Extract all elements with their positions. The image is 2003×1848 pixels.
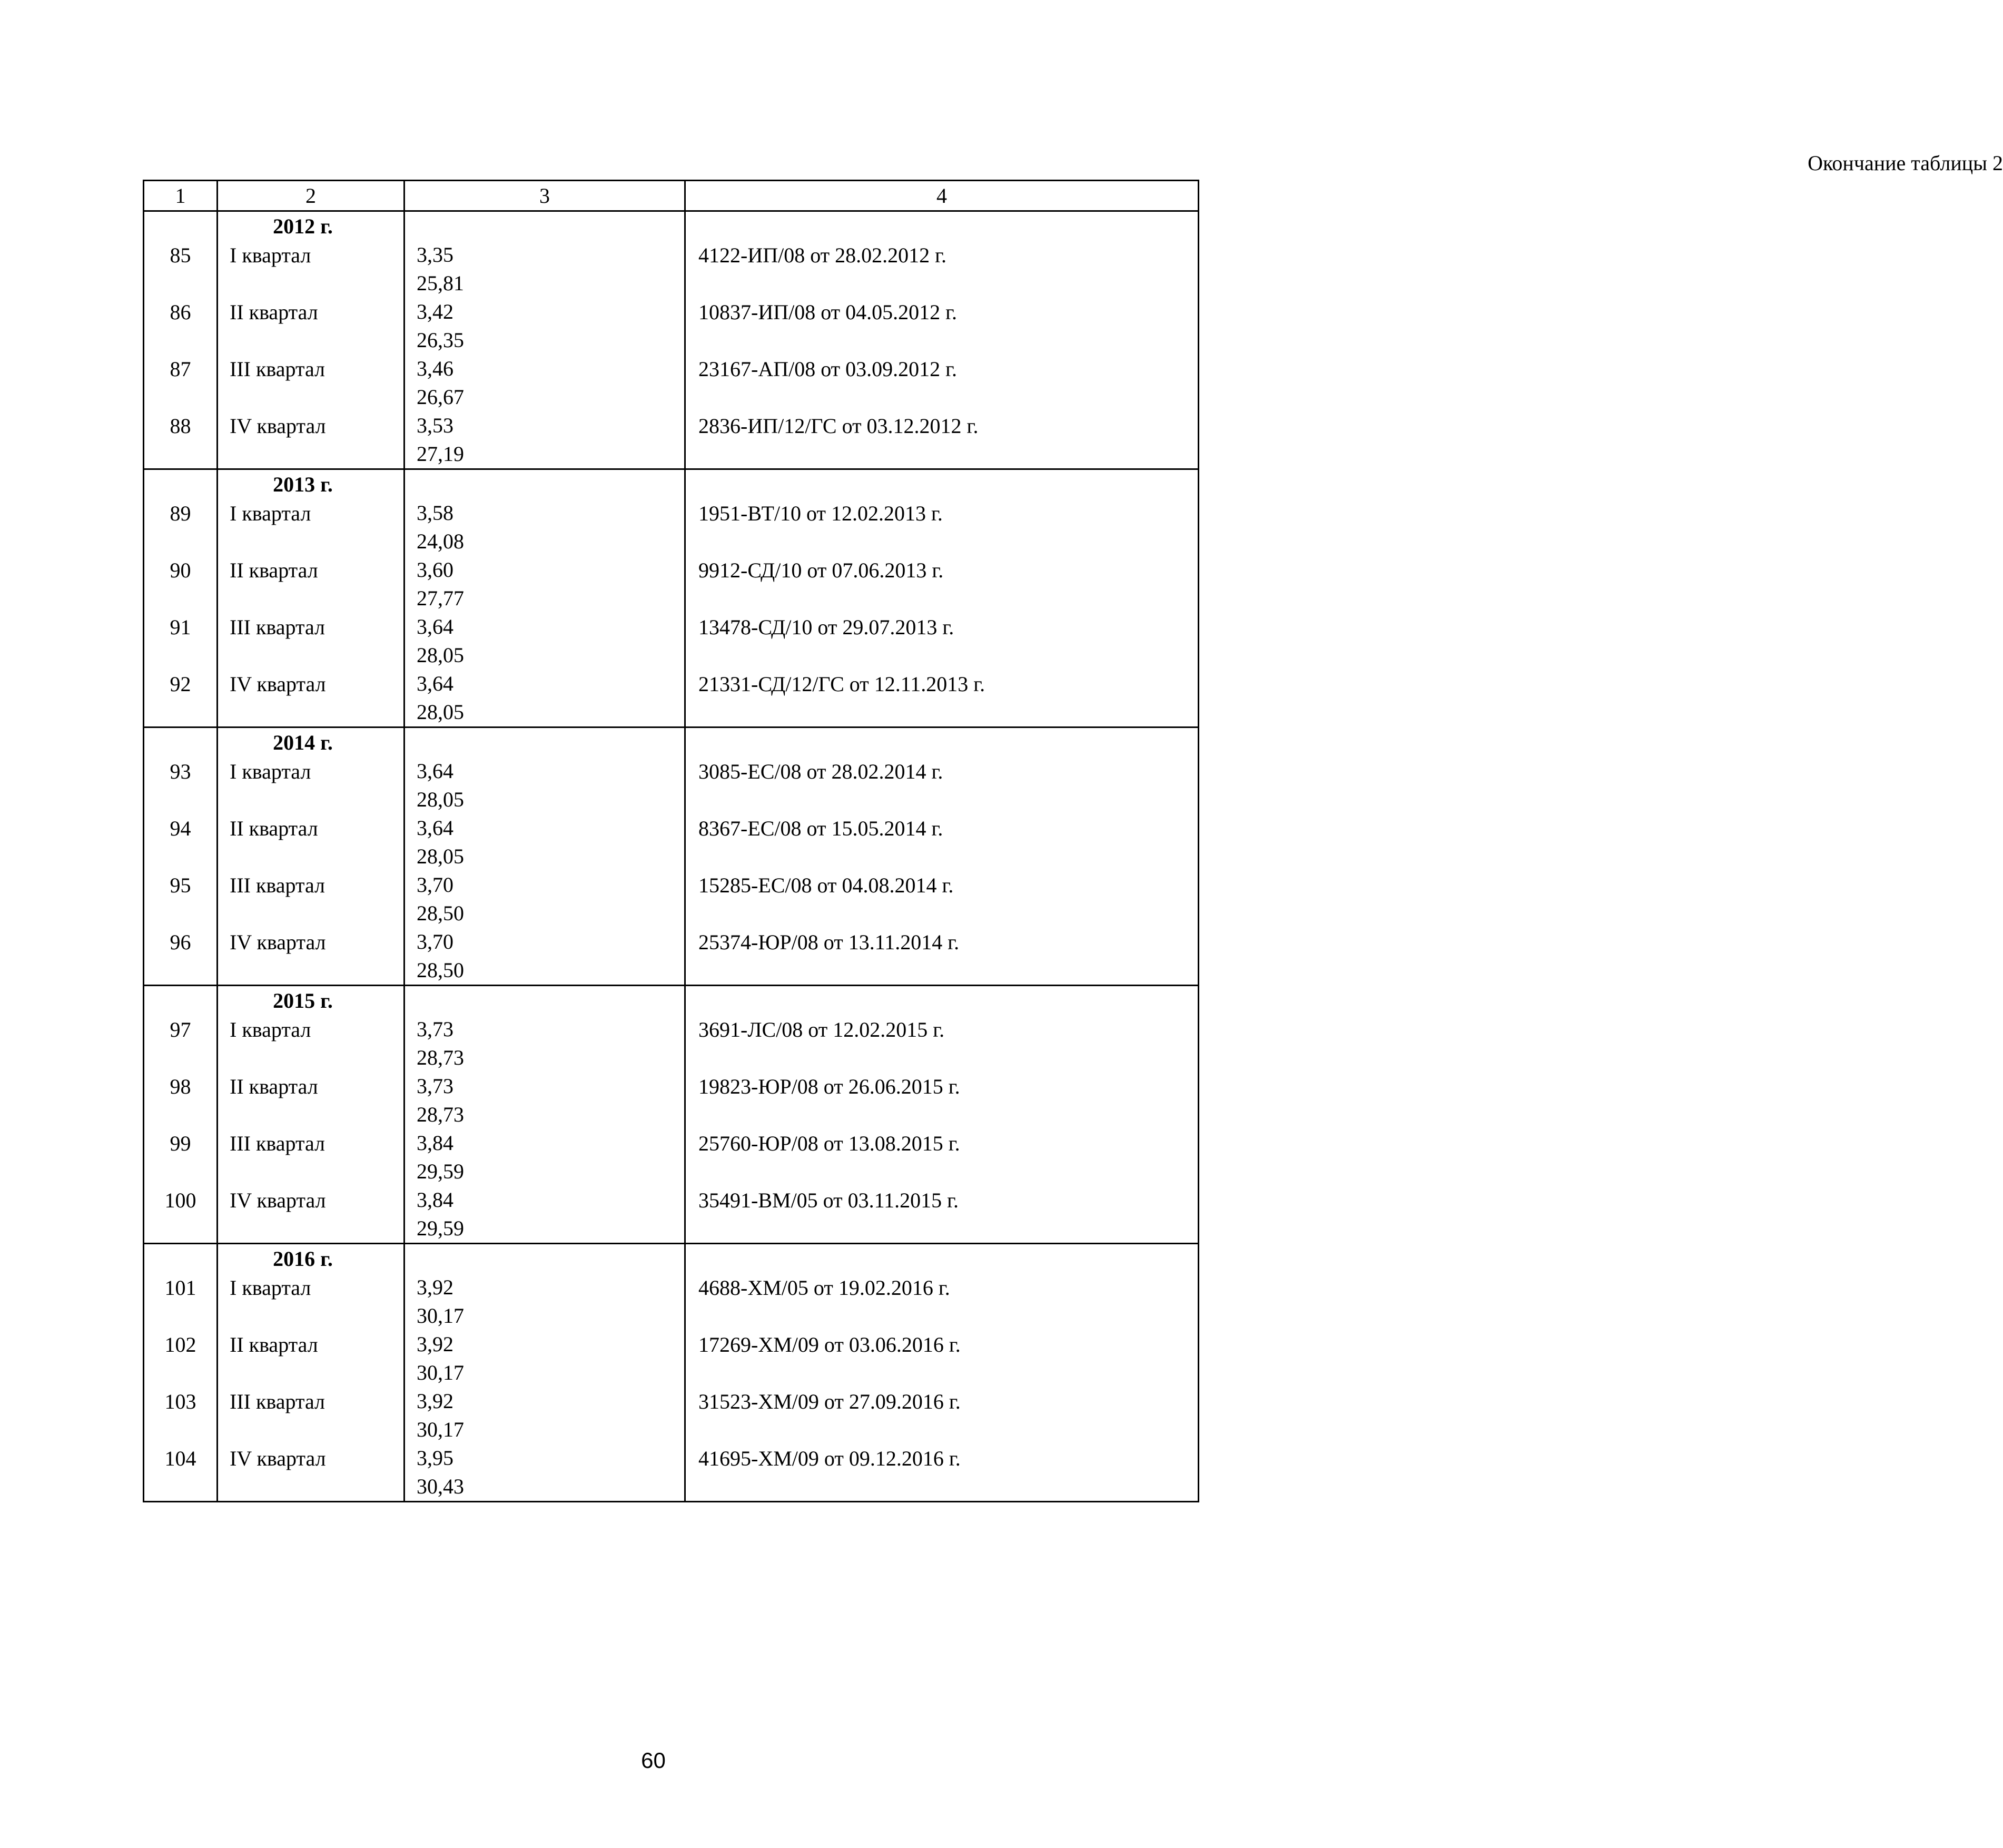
row-value-1: 3,64 bbox=[417, 615, 453, 638]
row-period: IV квартал bbox=[218, 411, 404, 469]
row-value-1: 3,64 bbox=[417, 672, 453, 695]
row-period: I квартал bbox=[218, 499, 404, 556]
row-number: 89 bbox=[144, 499, 218, 556]
table-row bbox=[144, 556, 1199, 613]
row-values bbox=[404, 1072, 685, 1129]
year-cell bbox=[218, 211, 404, 241]
table-row bbox=[144, 670, 1199, 728]
year-cell bbox=[218, 1244, 404, 1274]
row-period: III квартал bbox=[218, 1129, 404, 1186]
year-row bbox=[144, 728, 1199, 758]
row-value-2: 27,19 bbox=[417, 442, 464, 466]
table-row bbox=[144, 1129, 1199, 1186]
row-number: 99 bbox=[144, 1129, 218, 1186]
row-period: III квартал bbox=[218, 613, 404, 670]
table-row bbox=[144, 1330, 1199, 1387]
row-period: III квартал bbox=[218, 355, 404, 411]
year-label: 2014 г. bbox=[273, 731, 333, 754]
year-cell-empty bbox=[144, 469, 218, 499]
row-value-2: 29,59 bbox=[417, 1216, 464, 1240]
row-number: 92 bbox=[144, 670, 218, 728]
row-document: 17269-ХМ/09 от 03.06.2016 г. bbox=[685, 1330, 1199, 1387]
year-cell bbox=[218, 986, 404, 1016]
year-label: 2012 г. bbox=[273, 214, 333, 238]
row-period: I квартал bbox=[218, 1015, 404, 1072]
row-value-2: 28,73 bbox=[417, 1046, 464, 1069]
row-document: 4122-ИП/08 от 28.02.2012 г. bbox=[685, 241, 1199, 298]
row-document: 15285-ЕС/08 от 04.08.2014 г. bbox=[685, 871, 1199, 928]
row-period: I квартал bbox=[218, 1273, 404, 1330]
row-value-2: 28,05 bbox=[417, 844, 464, 868]
row-value-1: 3,73 bbox=[417, 1074, 453, 1098]
year-cell-empty bbox=[404, 728, 685, 758]
row-document: 31523-ХМ/09 от 27.09.2016 г. bbox=[685, 1387, 1199, 1444]
table-row bbox=[144, 1273, 1199, 1330]
row-value-1: 3,64 bbox=[417, 816, 453, 840]
row-value-1: 3,53 bbox=[417, 414, 453, 437]
row-value-2: 30,17 bbox=[417, 1361, 464, 1384]
row-period: III квартал bbox=[218, 1387, 404, 1444]
row-value-1: 3,95 bbox=[417, 1446, 453, 1470]
row-value-2: 28,05 bbox=[417, 788, 464, 811]
row-number: 102 bbox=[144, 1330, 218, 1387]
row-value-2: 28,73 bbox=[417, 1103, 464, 1126]
table-row bbox=[144, 613, 1199, 670]
table-row bbox=[144, 1444, 1199, 1502]
row-period: II квартал bbox=[218, 1330, 404, 1387]
row-values bbox=[404, 556, 685, 613]
row-period: II квартал bbox=[218, 1072, 404, 1129]
year-row bbox=[144, 469, 1199, 499]
row-values bbox=[404, 1387, 685, 1444]
row-number: 101 bbox=[144, 1273, 218, 1330]
header-col-4: 4 bbox=[685, 181, 1199, 211]
row-number: 103 bbox=[144, 1387, 218, 1444]
year-cell-empty bbox=[685, 986, 1199, 1016]
row-period: IV квартал bbox=[218, 1444, 404, 1502]
year-row bbox=[144, 986, 1199, 1016]
row-value-1: 3,70 bbox=[417, 930, 453, 954]
row-number: 104 bbox=[144, 1444, 218, 1502]
table-row bbox=[144, 499, 1199, 556]
table-row bbox=[144, 871, 1199, 928]
row-document: 23167-АП/08 от 03.09.2012 г. bbox=[685, 355, 1199, 411]
row-values bbox=[404, 499, 685, 556]
row-values bbox=[404, 871, 685, 928]
table-row bbox=[144, 814, 1199, 871]
page-number: 60 bbox=[641, 1748, 666, 1773]
year-cell-empty bbox=[144, 728, 218, 758]
row-value-2: 25,81 bbox=[417, 271, 464, 295]
row-document: 21331-СД/12/ГС от 12.11.2013 г. bbox=[685, 670, 1199, 728]
row-value-2: 30,43 bbox=[417, 1475, 464, 1498]
year-cell-empty bbox=[404, 211, 685, 241]
table-row bbox=[144, 1186, 1199, 1244]
row-values bbox=[404, 670, 685, 728]
row-value-1: 3,73 bbox=[417, 1017, 453, 1041]
year-cell-empty bbox=[685, 1244, 1199, 1274]
row-value-2: 28,50 bbox=[417, 901, 464, 925]
row-value-1: 3,35 bbox=[417, 243, 453, 267]
row-values bbox=[404, 1273, 685, 1330]
year-cell-empty bbox=[685, 211, 1199, 241]
year-cell-empty bbox=[144, 986, 218, 1016]
year-cell-empty bbox=[685, 469, 1199, 499]
year-cell-empty bbox=[404, 986, 685, 1016]
year-label: 2015 г. bbox=[273, 989, 333, 1013]
row-number: 94 bbox=[144, 814, 218, 871]
row-document: 10837-ИП/08 от 04.05.2012 г. bbox=[685, 298, 1199, 355]
row-value-1: 3,64 bbox=[417, 759, 453, 783]
row-value-1: 3,58 bbox=[417, 501, 453, 525]
row-values bbox=[404, 241, 685, 298]
row-period: IV квартал bbox=[218, 928, 404, 986]
year-row bbox=[144, 1244, 1199, 1274]
row-period: II квартал bbox=[218, 814, 404, 871]
row-values bbox=[404, 411, 685, 469]
row-value-1: 3,84 bbox=[417, 1188, 453, 1212]
row-value-2: 28,05 bbox=[417, 643, 464, 667]
row-value-2: 30,17 bbox=[417, 1304, 464, 1328]
row-value-2: 26,35 bbox=[417, 328, 464, 352]
row-value-1: 3,92 bbox=[417, 1275, 453, 1299]
row-values bbox=[404, 1444, 685, 1502]
row-value-2: 26,67 bbox=[417, 385, 464, 409]
header-col-2: 2 bbox=[218, 181, 404, 211]
table-row bbox=[144, 241, 1199, 298]
row-document: 19823-ЮР/08 от 26.06.2015 г. bbox=[685, 1072, 1199, 1129]
row-value-1: 3,70 bbox=[417, 873, 453, 897]
row-period: I квартал bbox=[218, 241, 404, 298]
table-caption: Окончание таблицы 2 bbox=[1808, 151, 2003, 175]
row-document: 8367-ЕС/08 от 15.05.2014 г. bbox=[685, 814, 1199, 871]
data-table bbox=[143, 180, 1199, 1502]
row-value-2: 28,50 bbox=[417, 958, 464, 982]
row-values bbox=[404, 814, 685, 871]
table-row bbox=[144, 411, 1199, 469]
row-period: IV квартал bbox=[218, 1186, 404, 1244]
row-number: 100 bbox=[144, 1186, 218, 1244]
row-document: 3691-ЛС/08 от 12.02.2015 г. bbox=[685, 1015, 1199, 1072]
row-number: 86 bbox=[144, 298, 218, 355]
year-label: 2013 г. bbox=[273, 473, 333, 496]
row-period: II квартал bbox=[218, 298, 404, 355]
year-cell-empty bbox=[685, 728, 1199, 758]
table-row bbox=[144, 757, 1199, 814]
row-value-2: 30,17 bbox=[417, 1418, 464, 1441]
row-values bbox=[404, 1330, 685, 1387]
header-col-1: 1 bbox=[144, 181, 218, 211]
row-document: 1951-ВТ/10 от 12.02.2013 г. bbox=[685, 499, 1199, 556]
row-value-1: 3,42 bbox=[417, 300, 453, 323]
row-document: 2836-ИП/12/ГС от 03.12.2012 г. bbox=[685, 411, 1199, 469]
row-period: IV квартал bbox=[218, 670, 404, 728]
row-number: 97 bbox=[144, 1015, 218, 1072]
row-document: 13478-СД/10 от 29.07.2013 г. bbox=[685, 613, 1199, 670]
row-number: 85 bbox=[144, 241, 218, 298]
table-row bbox=[144, 298, 1199, 355]
row-document: 25374-ЮР/08 от 13.11.2014 г. bbox=[685, 928, 1199, 986]
row-document: 25760-ЮР/08 от 13.08.2015 г. bbox=[685, 1129, 1199, 1186]
header-col-3: 3 bbox=[404, 181, 685, 211]
row-number: 90 bbox=[144, 556, 218, 613]
row-document: 9912-СД/10 от 07.06.2013 г. bbox=[685, 556, 1199, 613]
row-period: I квартал bbox=[218, 757, 404, 814]
row-value-1: 3,46 bbox=[417, 357, 453, 380]
row-number: 88 bbox=[144, 411, 218, 469]
year-cell-empty bbox=[404, 469, 685, 499]
row-number: 96 bbox=[144, 928, 218, 986]
row-number: 87 bbox=[144, 355, 218, 411]
row-document: 4688-ХМ/05 от 19.02.2016 г. bbox=[685, 1273, 1199, 1330]
year-label: 2016 г. bbox=[273, 1247, 333, 1271]
year-row bbox=[144, 211, 1199, 241]
row-values bbox=[404, 355, 685, 411]
row-values bbox=[404, 1186, 685, 1244]
row-value-2: 27,77 bbox=[417, 586, 464, 610]
row-document: 41695-ХМ/09 от 09.12.2016 г. bbox=[685, 1444, 1199, 1502]
row-value-2: 24,08 bbox=[417, 529, 464, 553]
row-value-1: 3,84 bbox=[417, 1131, 453, 1155]
row-value-1: 3,92 bbox=[417, 1389, 453, 1413]
row-period: III квартал bbox=[218, 871, 404, 928]
year-cell-empty bbox=[144, 211, 218, 241]
year-cell bbox=[218, 469, 404, 499]
header-row bbox=[144, 181, 1199, 211]
row-document: 3085-ЕС/08 от 28.02.2014 г. bbox=[685, 757, 1199, 814]
year-cell-empty bbox=[404, 1244, 685, 1274]
row-number: 98 bbox=[144, 1072, 218, 1129]
row-period: II квартал bbox=[218, 556, 404, 613]
row-document: 35491-ВМ/05 от 03.11.2015 г. bbox=[685, 1186, 1199, 1244]
table-row bbox=[144, 1387, 1199, 1444]
row-values bbox=[404, 613, 685, 670]
row-number: 91 bbox=[144, 613, 218, 670]
table-row bbox=[144, 928, 1199, 986]
row-number: 95 bbox=[144, 871, 218, 928]
year-cell-empty bbox=[144, 1244, 218, 1274]
row-values bbox=[404, 928, 685, 986]
row-values bbox=[404, 757, 685, 814]
row-values bbox=[404, 1129, 685, 1186]
row-value-2: 29,59 bbox=[417, 1159, 464, 1183]
row-value-2: 28,05 bbox=[417, 700, 464, 724]
row-values bbox=[404, 1015, 685, 1072]
table-row bbox=[144, 1015, 1199, 1072]
row-value-1: 3,92 bbox=[417, 1332, 453, 1356]
year-cell bbox=[218, 728, 404, 758]
table-row bbox=[144, 1072, 1199, 1129]
table-row bbox=[144, 355, 1199, 411]
row-values bbox=[404, 298, 685, 355]
table-body bbox=[144, 211, 1199, 1502]
row-number: 93 bbox=[144, 757, 218, 814]
row-value-1: 3,60 bbox=[417, 558, 453, 582]
